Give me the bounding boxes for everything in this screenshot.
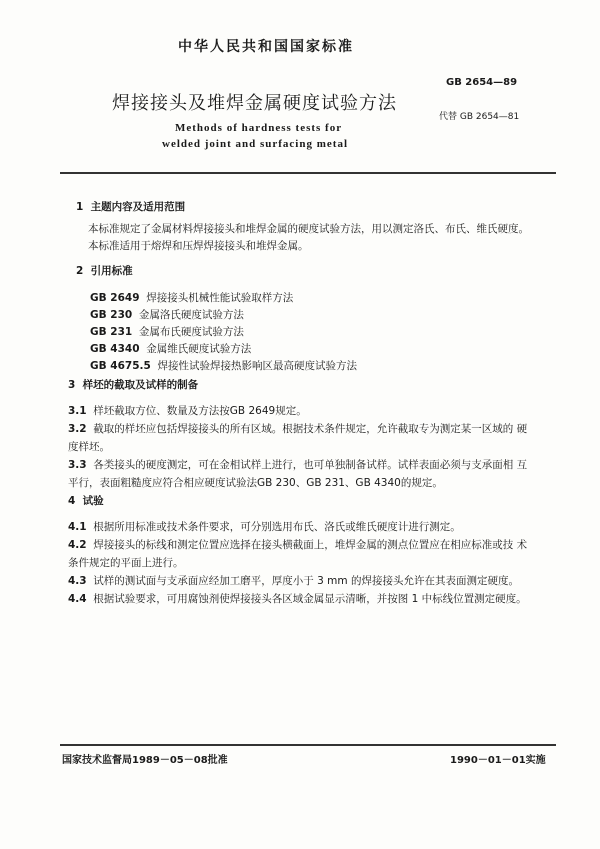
clause-line: 根据所用标准或技术条件要求，可分别选用布氏、洛氏或维氏硬度计进行测定。 bbox=[93, 521, 461, 533]
reference-item bbox=[90, 359, 357, 373]
section-3-heading bbox=[68, 378, 198, 392]
section-number: 4 bbox=[68, 495, 76, 507]
effective-date: 1990－01－01实施 bbox=[450, 755, 546, 766]
ref-title: 金属洛氏硬度试验方法 bbox=[138, 309, 244, 321]
clause bbox=[68, 458, 527, 472]
ref-title: 焊接性试验焊接热影响区最高硬度试验方法 bbox=[157, 360, 357, 372]
clause bbox=[68, 422, 527, 436]
header-rule bbox=[60, 172, 556, 174]
clause bbox=[68, 538, 527, 552]
standard-code: GB 2654—89 bbox=[446, 77, 518, 88]
clause bbox=[68, 404, 307, 418]
ref-title: 金属维氏硬度试验方法 bbox=[146, 343, 252, 355]
reference-item bbox=[90, 291, 293, 305]
ref-title: 焊接接头机械性能试验取样方法 bbox=[146, 292, 294, 304]
reference-item bbox=[90, 308, 244, 322]
section-number: 3 bbox=[68, 379, 76, 391]
clause bbox=[68, 574, 519, 588]
ref-title: 金属布氏硬度试验方法 bbox=[138, 326, 244, 338]
approval-date: 国家技术监督局1989－05－08批准 bbox=[62, 755, 228, 766]
ref-code: GB 231 bbox=[90, 326, 133, 338]
clause-number: 3.2 bbox=[68, 423, 87, 435]
clause bbox=[68, 592, 527, 606]
section-number: 1 bbox=[76, 201, 84, 213]
section-1-heading bbox=[76, 200, 185, 214]
ref-code: GB 4675.5 bbox=[90, 360, 151, 372]
paragraph-line: 本标准适用于熔焊和压焊焊接接头和堆焊金属。 bbox=[88, 240, 309, 252]
section-2-heading bbox=[76, 264, 133, 278]
ref-code: GB 4340 bbox=[90, 343, 140, 355]
section-title: 样坯的截取及试样的制备 bbox=[82, 379, 199, 391]
clause-number: 4.3 bbox=[68, 575, 87, 587]
section-number: 2 bbox=[76, 265, 84, 277]
footer-rule bbox=[60, 744, 556, 746]
clause bbox=[68, 520, 461, 534]
page-title: 焊接接头及堆焊金属硬度试验方法 bbox=[112, 93, 397, 114]
clause-number: 4.4 bbox=[68, 593, 87, 605]
section-4-heading bbox=[68, 494, 104, 508]
clause-line: 样坯截取方位、数量及方法按GB 2649规定。 bbox=[93, 405, 307, 417]
english-title-line2: welded joint and surfacing metal bbox=[162, 138, 348, 150]
paragraph-line: 本标准规定了金属材料焊接接头和堆焊金属的硬度试验方法，用以测定洛氏、布氏、维氏硬度。 bbox=[88, 223, 529, 235]
ref-code: GB 230 bbox=[90, 309, 133, 321]
clause-number: 3.1 bbox=[68, 405, 87, 417]
clause-line: 试样的测试面与支承面应经加工磨平，厚度小于 3 mm 的焊接接头允许在其表面测定硬度。 bbox=[93, 575, 519, 587]
clause-line: 条件规定的平面上进行。 bbox=[68, 557, 184, 569]
ref-code: GB 2649 bbox=[90, 292, 140, 304]
national-standard-label: 中华人民共和国国家标准 bbox=[178, 39, 354, 55]
clause-line: 平行，表面粗糙度应符合相应硬度试验法GB 230、GB 231、GB 4340的规定。 bbox=[68, 477, 443, 489]
reference-item bbox=[90, 325, 244, 339]
clause-line: 根据试验要求，可用腐蚀剂使焊接接头各区域金属显示清晰，并按图 1 中标线位置测定硬度。 bbox=[93, 593, 527, 605]
english-title-line1: Methods of hardness tests for bbox=[175, 122, 343, 134]
clause-number: 3.3 bbox=[68, 459, 87, 471]
section-title: 试验 bbox=[82, 495, 104, 507]
clause-number: 4.2 bbox=[68, 539, 87, 551]
clause-line: 截取的样坯应包括焊接接头的所有区域。根据技术条件规定，允许截取专为测定某一区域的 硬 bbox=[93, 423, 528, 435]
clause-line: 焊接接头的标线和测定位置应选择在接头横截面上，堆焊金属的测点位置应在相应标准或技 术 bbox=[93, 539, 528, 551]
replaces-label: 代替 GB 2654—81 bbox=[439, 112, 520, 122]
section-title: 引用标准 bbox=[90, 265, 133, 277]
clause-line: 各类接头的硬度测定，可在金相试样上进行，也可单独制备试样。试样表面必须与支承面相 互 bbox=[93, 459, 528, 471]
reference-item bbox=[90, 342, 251, 356]
clause-number: 4.1 bbox=[68, 521, 87, 533]
clause-line: 度样坯。 bbox=[68, 441, 110, 453]
section-title: 主题内容及适用范围 bbox=[90, 201, 186, 213]
